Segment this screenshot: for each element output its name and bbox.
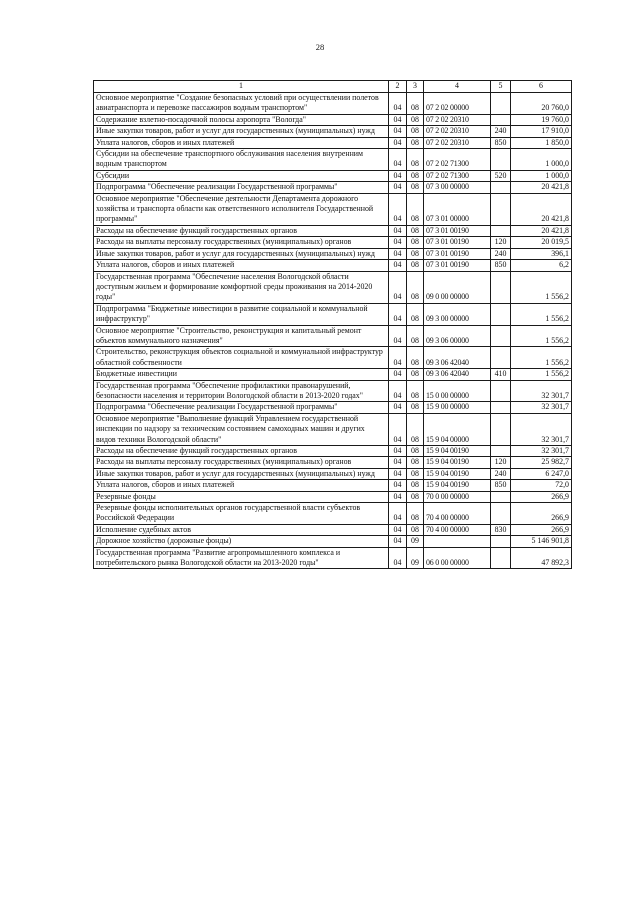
row-name: Уплата налогов, сборов и иных платежей	[94, 260, 389, 271]
row-expense-type	[491, 380, 511, 402]
row-target-article: 07 3 01 00190	[424, 237, 491, 248]
row-name: Резервные фонды исполнительных органов государственной власти субъектов Российской Федерации	[94, 503, 389, 525]
row-name: Основное мероприятие "Обеспечение деятельности Департамента дорожного хозяйства и транспорта области как ответственного исполнителя Государственной программы"	[94, 193, 389, 225]
row-subsection: 09	[407, 547, 424, 569]
row-name: Подпрограмма "Бюджетные инвестиции в развитие социальной и коммунальной инфраструктур"	[94, 303, 389, 325]
table-row	[94, 303, 572, 325]
row-target-article: 09 3 06 42040	[424, 369, 491, 380]
row-section: 04	[389, 193, 407, 225]
row-expense-type	[491, 547, 511, 569]
row-section: 04	[389, 468, 407, 479]
col-header-section: 2	[389, 81, 407, 93]
row-amount: 1 556,2	[511, 347, 572, 369]
row-amount: 1 000,0	[511, 170, 572, 181]
col-header-target-article: 4	[424, 81, 491, 93]
row-section: 04	[389, 137, 407, 148]
row-amount: 1 556,2	[511, 271, 572, 303]
row-section: 04	[389, 225, 407, 236]
row-subsection: 08	[407, 524, 424, 535]
row-subsection: 08	[407, 325, 424, 347]
row-section: 04	[389, 182, 407, 193]
row-target-article: 70 4 00 00000	[424, 503, 491, 525]
table-row	[94, 547, 572, 569]
row-target-article: 15 9 04 00190	[424, 446, 491, 457]
row-name: Исполнение судебных актов	[94, 524, 389, 535]
row-section: 04	[389, 248, 407, 259]
row-expense-type	[491, 149, 511, 171]
row-section: 04	[389, 325, 407, 347]
table-row	[94, 347, 572, 369]
row-name: Государственная программа "Обеспечение населения Вологодской области доступным жильем и формирование комфортной среды проживания на 2014-2020 годы"	[94, 271, 389, 303]
row-subsection: 08	[407, 193, 424, 225]
row-amount: 1 556,2	[511, 303, 572, 325]
table-row	[94, 380, 572, 402]
row-section: 04	[389, 536, 407, 547]
table-row	[94, 369, 572, 380]
table-row	[94, 413, 572, 445]
row-name: Бюджетные инвестиции	[94, 369, 389, 380]
row-target-article: 15 9 04 00190	[424, 457, 491, 468]
row-expense-type	[491, 503, 511, 525]
row-expense-type	[491, 491, 511, 502]
row-amount: 1 850,0	[511, 137, 572, 148]
row-amount: 32 301,7	[511, 446, 572, 457]
table-row	[94, 149, 572, 171]
row-target-article: 07 3 01 00190	[424, 260, 491, 271]
table-row	[94, 480, 572, 491]
row-amount: 1 556,2	[511, 369, 572, 380]
row-subsection: 09	[407, 536, 424, 547]
row-name: Уплата налогов, сборов и иных платежей	[94, 137, 389, 148]
row-amount: 266,9	[511, 524, 572, 535]
row-amount: 20 421,8	[511, 225, 572, 236]
col-header-amount: 6	[511, 81, 572, 93]
row-expense-type	[491, 182, 511, 193]
row-section: 04	[389, 503, 407, 525]
row-section: 04	[389, 457, 407, 468]
row-section: 04	[389, 480, 407, 491]
table-row	[94, 237, 572, 248]
row-subsection: 08	[407, 413, 424, 445]
row-amount: 72,0	[511, 480, 572, 491]
row-amount: 47 892,3	[511, 547, 572, 569]
table-row	[94, 491, 572, 502]
row-target-article: 70 4 00 00000	[424, 524, 491, 535]
row-name: Основное мероприятие "Строительство, реконструкция и капитальный ремонт объектов коммунального назначения"	[94, 325, 389, 347]
row-name: Государственная программа "Обеспечение профилактики правонарушений, безопасности населения и территории Вологодской области в 2013-2020 годах"	[94, 380, 389, 402]
table-row	[94, 114, 572, 125]
row-name: Иные закупки товаров, работ и услуг для государственных (муниципальных) нужд	[94, 248, 389, 259]
row-name: Иные закупки товаров, работ и услуг для государственных (муниципальных) нужд	[94, 468, 389, 479]
row-section: 04	[389, 93, 407, 115]
row-subsection: 08	[407, 380, 424, 402]
col-header-subsection: 3	[407, 81, 424, 93]
row-section: 04	[389, 237, 407, 248]
table-row	[94, 182, 572, 193]
table-row	[94, 126, 572, 137]
row-subsection: 08	[407, 503, 424, 525]
row-section: 04	[389, 446, 407, 457]
row-amount: 266,9	[511, 491, 572, 502]
row-subsection: 08	[407, 271, 424, 303]
row-target-article: 15 0 00 00000	[424, 380, 491, 402]
row-subsection: 08	[407, 457, 424, 468]
row-expense-type: 120	[491, 237, 511, 248]
row-section: 04	[389, 369, 407, 380]
row-amount: 266,9	[511, 503, 572, 525]
row-expense-type	[491, 402, 511, 413]
row-subsection: 08	[407, 369, 424, 380]
row-name: Основное мероприятие "Выполнение функций Управлением государственной инспекции по надзору за техническим состоянием самоходных машин и других видов техники Вологодской области"	[94, 413, 389, 445]
row-amount: 20 421,8	[511, 182, 572, 193]
table-row	[94, 93, 572, 115]
row-amount: 17 910,0	[511, 126, 572, 137]
table-row	[94, 260, 572, 271]
row-expense-type	[491, 93, 511, 115]
row-name: Субсидии на обеспечение транспортного обслуживания населения внутренним водным транспортом	[94, 149, 389, 171]
row-target-article: 15 9 00 00000	[424, 402, 491, 413]
row-section: 04	[389, 380, 407, 402]
row-target-article: 06 0 00 00000	[424, 547, 491, 569]
table-row	[94, 225, 572, 236]
row-amount: 19 760,0	[511, 114, 572, 125]
row-target-article: 07 2 02 71300	[424, 170, 491, 181]
row-subsection: 08	[407, 248, 424, 259]
table-row	[94, 137, 572, 148]
row-amount: 6,2	[511, 260, 572, 271]
row-expense-type: 520	[491, 170, 511, 181]
table-row	[94, 468, 572, 479]
row-name: Основное мероприятие "Создание безопасных условий при осуществлении полетов авиатранспорта и перевозке пассажиров водным транспортом"	[94, 93, 389, 115]
row-target-article: 09 3 06 00000	[424, 325, 491, 347]
row-amount: 20 760,0	[511, 93, 572, 115]
row-subsection: 08	[407, 137, 424, 148]
row-target-article: 70 0 00 00000	[424, 491, 491, 502]
budget-table-body	[94, 93, 572, 569]
row-target-article: 15 9 04 00190	[424, 480, 491, 491]
row-name: Подпрограмма "Обеспечение реализации Государственной программы"	[94, 402, 389, 413]
row-subsection: 08	[407, 446, 424, 457]
page-number: 28	[315, 42, 325, 52]
col-header-expense-type: 5	[491, 81, 511, 93]
row-target-article: 09 3 06 42040	[424, 347, 491, 369]
row-subsection: 08	[407, 480, 424, 491]
row-name: Иные закупки товаров, работ и услуг для государственных (муниципальных) нужд	[94, 126, 389, 137]
row-section: 04	[389, 347, 407, 369]
table-row	[94, 536, 572, 547]
row-expense-type	[491, 325, 511, 347]
row-name: Подпрограмма "Обеспечение реализации Государственной программы"	[94, 182, 389, 193]
row-expense-type	[491, 347, 511, 369]
row-expense-type: 120	[491, 457, 511, 468]
row-subsection: 08	[407, 260, 424, 271]
row-expense-type: 830	[491, 524, 511, 535]
row-section: 04	[389, 149, 407, 171]
row-target-article: 09 0 00 00000	[424, 271, 491, 303]
row-expense-type: 240	[491, 468, 511, 479]
row-section: 04	[389, 126, 407, 137]
row-name: Содержание взлетно-посадочной полосы аэропорта "Вологда"	[94, 114, 389, 125]
row-subsection: 08	[407, 347, 424, 369]
row-amount: 1 000,0	[511, 149, 572, 171]
row-expense-type	[491, 193, 511, 225]
row-section: 04	[389, 524, 407, 535]
row-name: Расходы на обеспечение функций государственных органов	[94, 225, 389, 236]
row-name: Расходы на обеспечение функций государственных органов	[94, 446, 389, 457]
row-target-article: 07 2 02 20310	[424, 137, 491, 148]
row-expense-type: 240	[491, 126, 511, 137]
row-target-article: 07 3 01 00190	[424, 248, 491, 259]
row-subsection: 08	[407, 149, 424, 171]
row-name: Субсидии	[94, 170, 389, 181]
row-expense-type: 850	[491, 260, 511, 271]
row-subsection: 08	[407, 303, 424, 325]
row-name: Уплата налогов, сборов и иных платежей	[94, 480, 389, 491]
row-subsection: 08	[407, 170, 424, 181]
budget-table	[93, 80, 572, 569]
table-row	[94, 325, 572, 347]
row-target-article: 07 3 01 00190	[424, 225, 491, 236]
row-subsection: 08	[407, 468, 424, 479]
row-subsection: 08	[407, 225, 424, 236]
row-section: 04	[389, 170, 407, 181]
row-subsection: 08	[407, 237, 424, 248]
row-expense-type	[491, 446, 511, 457]
row-amount: 20 421,8	[511, 193, 572, 225]
table-row	[94, 271, 572, 303]
table-row	[94, 170, 572, 181]
row-amount: 396,1	[511, 248, 572, 259]
row-expense-type: 240	[491, 248, 511, 259]
table-row	[94, 457, 572, 468]
row-amount: 1 556,2	[511, 325, 572, 347]
row-amount: 25 982,7	[511, 457, 572, 468]
row-expense-type	[491, 114, 511, 125]
row-section: 04	[389, 547, 407, 569]
row-subsection: 08	[407, 402, 424, 413]
row-expense-type	[491, 536, 511, 547]
row-subsection: 08	[407, 114, 424, 125]
row-target-article: 15 9 04 00190	[424, 468, 491, 479]
row-target-article: 07 2 02 71300	[424, 149, 491, 171]
row-expense-type: 410	[491, 369, 511, 380]
row-subsection: 08	[407, 93, 424, 115]
table-row	[94, 503, 572, 525]
table-row	[94, 524, 572, 535]
row-expense-type	[491, 303, 511, 325]
col-header-name: 1	[94, 81, 389, 93]
row-expense-type: 850	[491, 137, 511, 148]
row-amount: 32 301,7	[511, 380, 572, 402]
row-amount: 32 301,7	[511, 402, 572, 413]
row-subsection: 08	[407, 491, 424, 502]
row-expense-type	[491, 413, 511, 445]
row-section: 04	[389, 413, 407, 445]
row-expense-type	[491, 225, 511, 236]
row-name: Расходы на выплаты персоналу государственных (муниципальных) органов	[94, 457, 389, 468]
row-target-article: 07 2 02 00000	[424, 93, 491, 115]
row-name: Строительство, реконструкция объектов социальной и коммунальной инфраструктур областной собственности	[94, 347, 389, 369]
row-expense-type	[491, 271, 511, 303]
row-subsection: 08	[407, 126, 424, 137]
row-section: 04	[389, 491, 407, 502]
row-target-article: 07 3 01 00000	[424, 193, 491, 225]
row-section: 04	[389, 402, 407, 413]
table-row	[94, 402, 572, 413]
header-row	[94, 81, 572, 93]
row-name: Резервные фонды	[94, 491, 389, 502]
row-target-article: 07 3 00 00000	[424, 182, 491, 193]
row-name: Расходы на выплаты персоналу государственных (муниципальных) органов	[94, 237, 389, 248]
row-section: 04	[389, 260, 407, 271]
row-name: Дорожное хозяйство (дорожные фонды)	[94, 536, 389, 547]
table-row	[94, 248, 572, 259]
row-target-article: 07 2 02 20310	[424, 114, 491, 125]
row-amount: 20 019,5	[511, 237, 572, 248]
row-subsection: 08	[407, 182, 424, 193]
row-target-article	[424, 536, 491, 547]
row-section: 04	[389, 271, 407, 303]
row-section: 04	[389, 303, 407, 325]
row-amount: 6 247,0	[511, 468, 572, 479]
table-row	[94, 193, 572, 225]
row-name: Государственная программа "Развитие агропромышленного комплекса и потребительского рынка Вологодской области на 2013-2020 годы"	[94, 547, 389, 569]
row-target-article: 15 9 04 00000	[424, 413, 491, 445]
row-section: 04	[389, 114, 407, 125]
row-amount: 5 146 901,8	[511, 536, 572, 547]
table-row	[94, 446, 572, 457]
row-amount: 32 301,7	[511, 413, 572, 445]
row-target-article: 07 2 02 20310	[424, 126, 491, 137]
row-target-article: 09 3 00 00000	[424, 303, 491, 325]
row-expense-type: 850	[491, 480, 511, 491]
